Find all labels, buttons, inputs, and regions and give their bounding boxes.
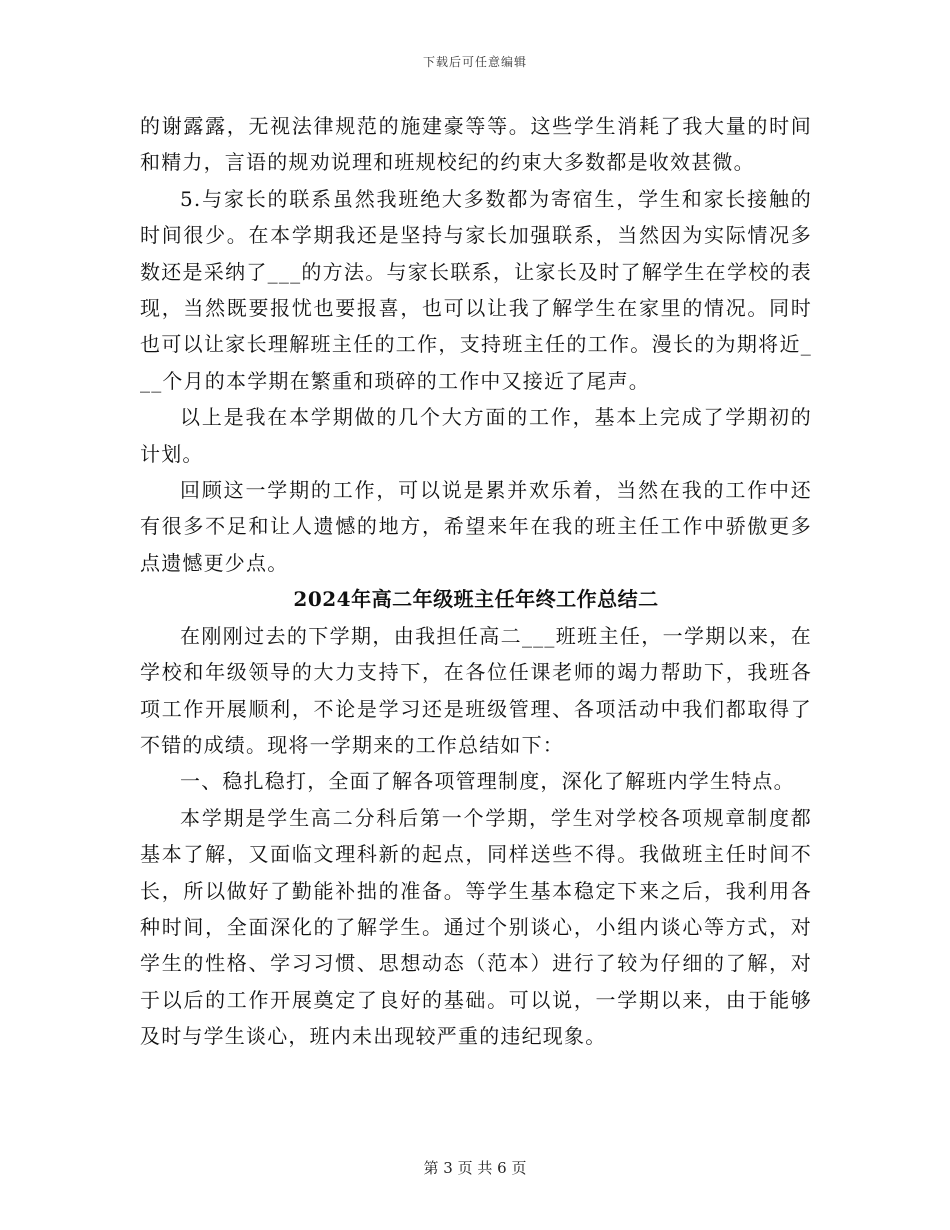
section-title: 2024年高二年级班主任年终工作总结二 xyxy=(293,587,659,612)
paragraph-intro: 在刚刚过去的下学期，由我担任高二___班班主任，一学期以来，在学校和年级领导的大力支持下，在各位任课老师的竭力帮助下，我班各项工作开展顺利，不论是学习还是班级管理、各项活动中我们都取得了不错的成绩。现将一学期来的工作总结如下： xyxy=(140,623,812,757)
page-header: 下载后可任意编辑 xyxy=(422,55,527,69)
page-footer: 第 3 页 共 6 页 xyxy=(423,1159,527,1177)
paragraph-continuation: 的谢露露，无视法律规范的施建豪等等。这些学生消耗了我大量的时间和精力，言语的规劝说理和班规校纪的约束大多数都是收效甚微。 xyxy=(140,114,812,175)
paragraph-work-summary: 以上是我在本学期做的几个大方面的工作，基本上完成了学期初的计划。 xyxy=(140,405,812,466)
paragraph-review: 回顾这一学期的工作，可以说是累并欢乐着，当然在我的工作中还有很多不足和让人遗憾的地方，希望来年在我的班主任工作中骄傲更多点遗憾更少点。 xyxy=(140,478,812,575)
paragraph-semester-detail: 本学期是学生高二分科后第一个学期，学生对学校各项规章制度都基本了解，又面临文理科新的起点，同样送些不得。我做班主任时间不长，所以做好了勤能补拙的准备。等学生基本稳定下来之后，我利用各种时间，全面深化的了解学生。通过个别谈心，小组内谈心等方式，对学生的性格、学习习惯、思想动态（范本）进行了较为仔细的了解，对于以后的工作开展奠定了良好的基础。可以说，一学期以来，由于能够及时与学生谈心，班内未出现较严重的违纪现象。 xyxy=(140,805,812,1049)
paragraph-parent-contact: 5.与家长的联系虽然我班绝大多数都为寄宿生，学生和家长接触的时间很少。在本学期我还是坚持与家长加强联系，当然因为实际情况多数还是采纳了___的方法。与家长联系，让家长及时了解学生在学校的表现，当然既要报忧也要报喜，也可以让我了解学生在家里的情况。同时也可以让家长理解班主任的工作，支持班主任的工作。漫长的为期将近___个月的本学期在繁重和琐碎的工作中又接近了尾声。 xyxy=(140,186,812,393)
paragraph-heading-one: 一、稳扎稳打，全面了解各项管理制度，深化了解班内学生特点。 xyxy=(180,769,795,794)
document-body xyxy=(140,108,812,1055)
